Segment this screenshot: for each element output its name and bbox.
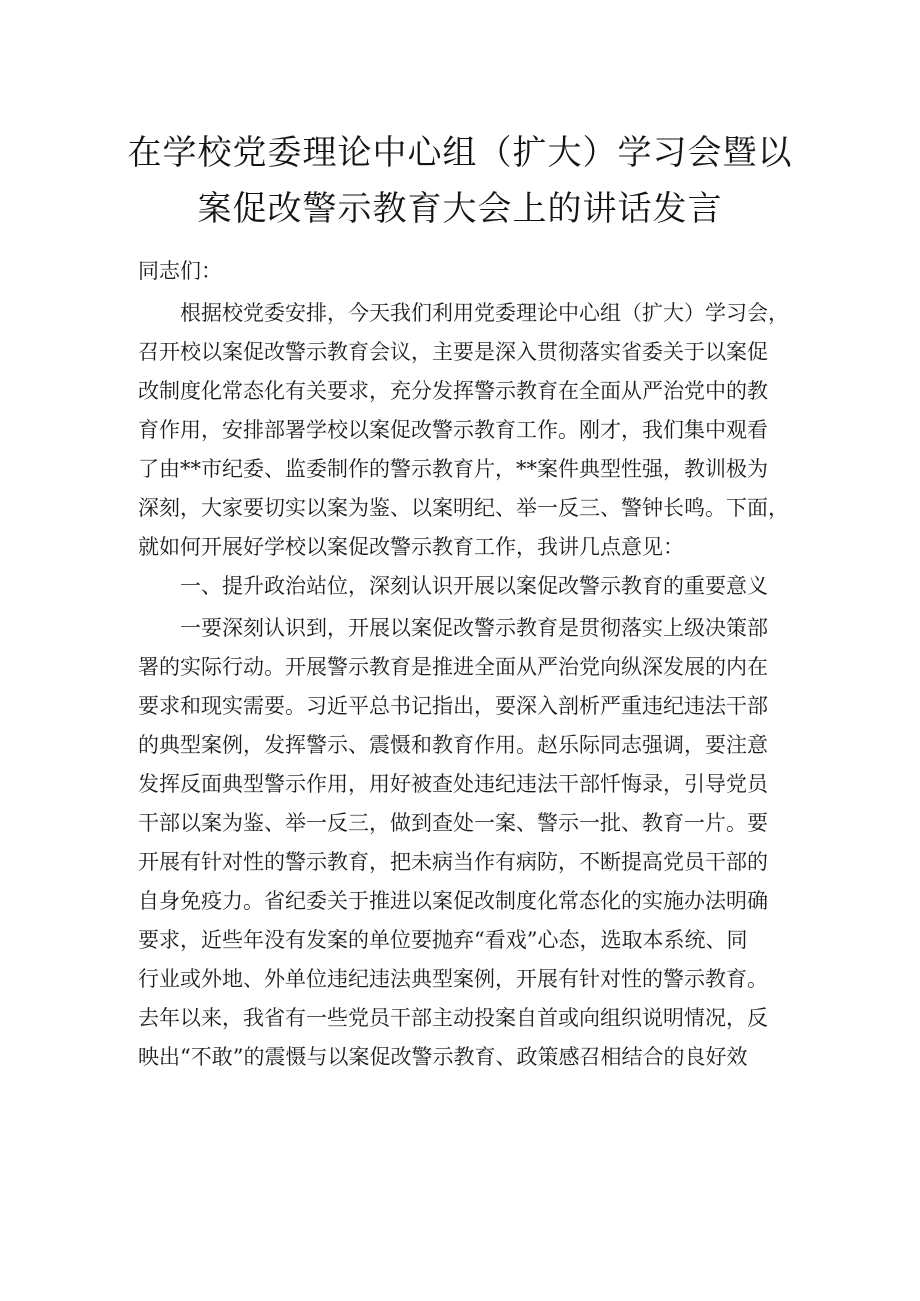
text-line: 自身免疫力。省纪委关于推进以案促改制度化常态化的实施办法明确 <box>138 889 768 913</box>
text-line: 行业或外地、外单位违纪违法典型案例，开展有针对性的警示教育。 <box>138 967 768 991</box>
text-line: 要求，近些年没有发案的单位要抛弃“看戏”心态，选取本系统、同 <box>138 928 748 952</box>
text-line: 发挥反面典型警示作用，用好被查处违纪违法干部忏悔录，引导党员 <box>138 772 768 796</box>
text-line: 根据校党委安排，今天我们利用党委理论中心组（扩大）学习会， <box>138 301 789 325</box>
text-line: 改制度化常态化有关要求，充分发挥警示教育在全面从严治党中的教 <box>138 379 768 403</box>
text-line: 深刻，大家要切实以案为鉴、以案明纪、举一反三、警钟长鸣。下面， <box>138 496 789 520</box>
text-line: 一要深刻认识到，开展以案促改警示教育是贯彻落实上级决策部 <box>138 616 768 640</box>
paragraph-block-1 <box>138 294 798 606</box>
text-line: 映出“不敢”的震慑与以案促改警示教育、政策感召相结合的良好效 <box>138 1045 748 1069</box>
salutation: 同志们： <box>138 259 222 283</box>
text-line: 去年以来，我省有一些党员干部主动投案自首或向组织说明情况，反 <box>138 1006 768 1030</box>
document-title-line-1: 在学校党委理论中心组（扩大）学习会暨以 <box>127 133 793 173</box>
text-line: 要求和现实需要。习近平总书记指出，要深入剖析严重违纪违法干部 <box>138 694 768 718</box>
text-line: 就如何开展好学校以案促改警示教育工作，我讲几点意见： <box>138 535 684 559</box>
section-heading-1: 一、提升政治站位，深刻认识开展以案促改警示教育的重要意义 <box>138 574 768 598</box>
text-line: 育作用，安排部署学校以案促改警示教育工作。刚才，我们集中观看 <box>138 418 768 442</box>
text-line: 开展有针对性的警示教育，把未病当作有病防，不断提高党员干部的 <box>138 850 768 874</box>
text-line: 了由**市纪委、监委制作的警示教育片，**案件典型性强，教训极为 <box>138 457 768 481</box>
text-line: 署的实际行动。开展警示教育是推进全面从严治党向纵深发展的内在 <box>138 655 768 679</box>
text-line: 干部以案为鉴、举一反三，做到查处一案、警示一批、教育一片。要 <box>138 811 768 835</box>
text-line: 的典型案例，发挥警示、震慑和教育作用。赵乐际同志强调，要注意 <box>138 733 768 757</box>
paragraph-block-2 <box>138 609 798 1077</box>
document-title-line-2: 案促改警示教育大会上的讲话发言 <box>197 189 723 229</box>
text-line: 召开校以案促改警示教育会议，主要是深入贯彻落实省委关于以案促 <box>138 340 768 364</box>
